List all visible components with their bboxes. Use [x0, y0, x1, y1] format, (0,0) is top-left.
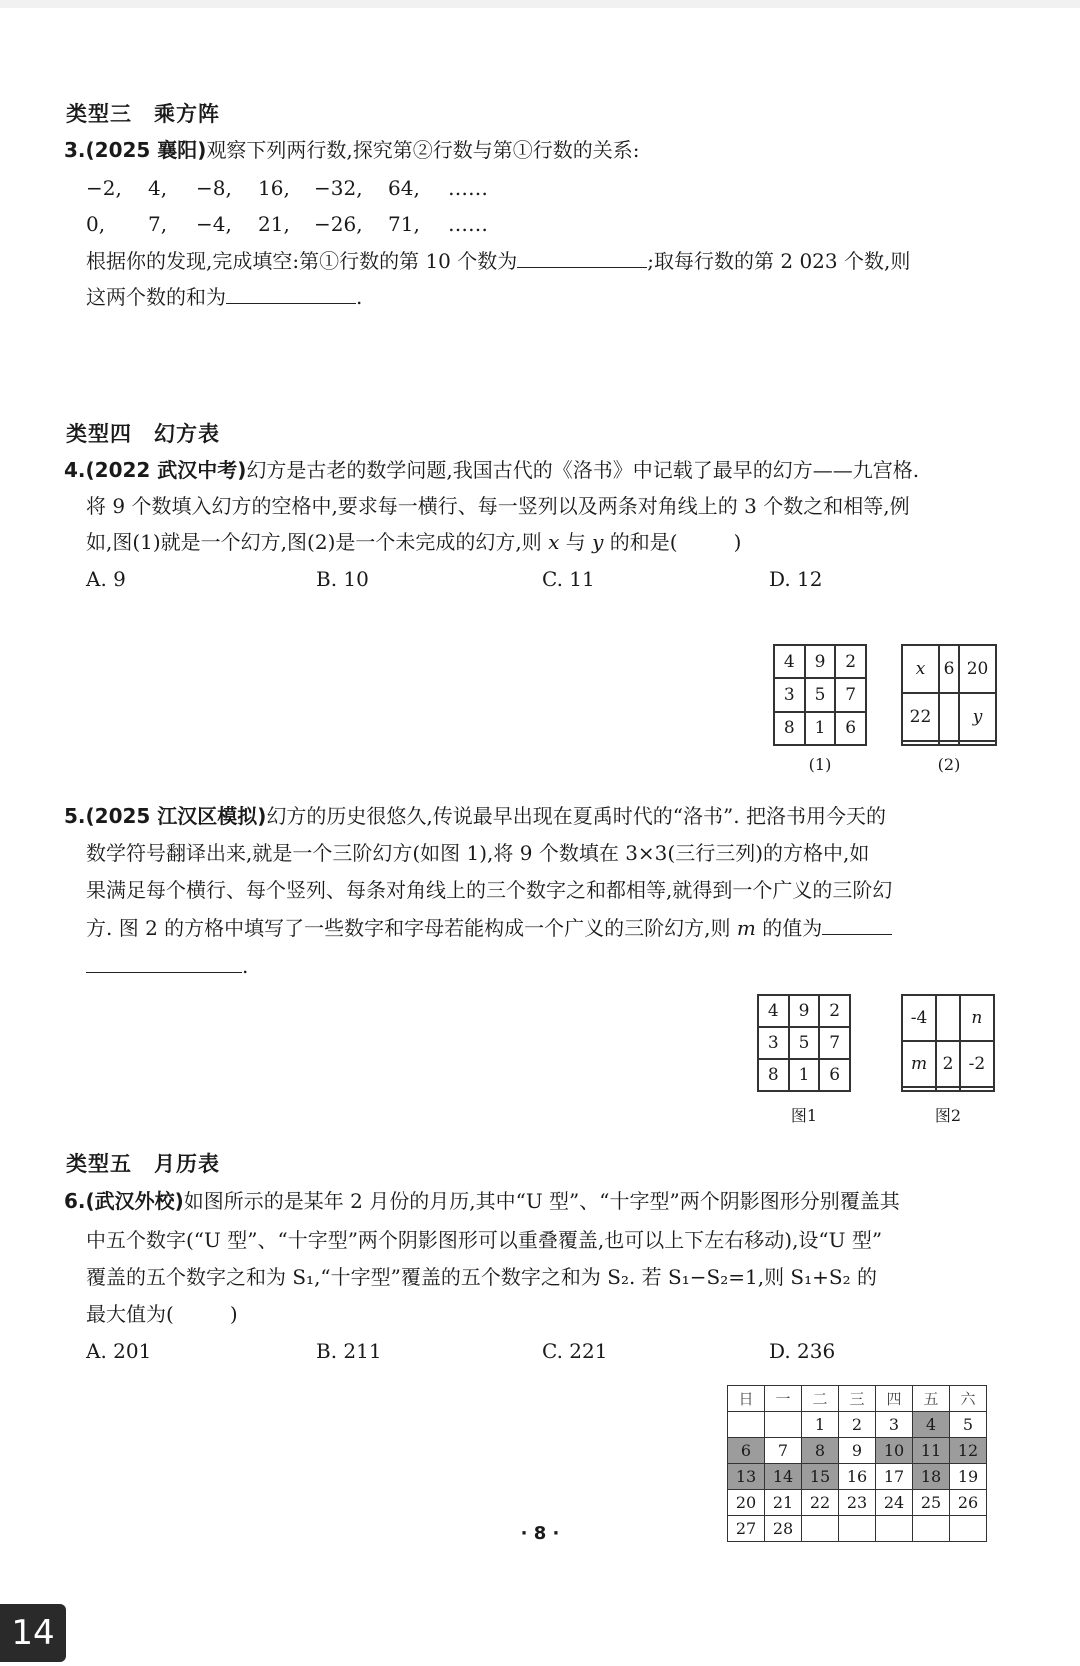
q4-option-b[interactable]: B. 10: [316, 567, 369, 591]
grid-cell: -2: [960, 1041, 994, 1087]
february-calendar: [727, 1385, 987, 1542]
figure-caption-1: (1): [808, 755, 832, 774]
q4-line1: [64, 458, 919, 482]
grid-cell: 6: [835, 712, 866, 745]
sequence-number: ……: [448, 212, 488, 236]
q3-line4: 这两个数的和为 .: [86, 285, 363, 309]
section-title-type3: [66, 98, 220, 128]
grid-cell: 8: [774, 712, 805, 745]
section-label: 类型四: [66, 422, 132, 446]
question-source: (武汉外校): [85, 1189, 184, 1213]
grid-cell: n: [960, 995, 994, 1041]
calendar-day-cell: 17: [876, 1464, 913, 1490]
grid-cell: 8: [758, 1059, 789, 1091]
section-name: 乘方阵: [154, 102, 220, 126]
calendar-day-cell: [728, 1412, 765, 1438]
calendar-weekday-header: 日: [728, 1386, 765, 1412]
calendar-weekday-header: 二: [802, 1386, 839, 1412]
grid-cell: [902, 741, 939, 745]
q6-line3: 覆盖的五个数字之和为 S₁,“十字型”覆盖的五个数字之和为 S₂. 若 S₁−S₂=1,则 S₁+S₂ 的: [86, 1265, 877, 1289]
figure-caption-1: 图1: [790, 1106, 818, 1125]
calendar-weekday-header: 五: [913, 1386, 950, 1412]
question-text: 观察下列两行数,探究第②行数与第①行数的关系:: [206, 138, 640, 162]
calendar-day-cell: 21: [765, 1490, 802, 1516]
calendar-day-cell: [765, 1412, 802, 1438]
q4-option-a[interactable]: A. 9: [86, 567, 126, 591]
grid-cell: 4: [758, 995, 789, 1027]
calendar-day-cell: 12: [950, 1438, 987, 1464]
section-label: 类型三: [66, 102, 132, 126]
grid-cell: y: [959, 693, 996, 741]
q4-line3: 如,图(1)就是一个幻方,图(2)是一个未完成的幻方,则 x 与 y 的和是( ): [86, 530, 742, 554]
calendar-day-cell: 2: [839, 1412, 876, 1438]
calendar-day-cell: 28: [765, 1516, 802, 1542]
grid-cell: 4: [774, 645, 805, 678]
q6-option-b[interactable]: B. 211: [316, 1339, 382, 1363]
sequence-number: 0,: [86, 212, 106, 236]
page-badge: 14: [0, 1604, 66, 1662]
q5-line4: 方. 图 2 的方格中填写了一些数字和字母若能构成一个广义的三阶幻方,则 m 的值为: [86, 916, 892, 940]
question-source: (2025 襄阳): [85, 138, 207, 162]
answer-blank[interactable]: [517, 249, 647, 268]
section-title-type5: [66, 1148, 220, 1178]
question-source: (2022 武汉中考): [85, 458, 247, 482]
calendar-day-cell: 3: [876, 1412, 913, 1438]
sequence-number: 16,: [258, 176, 290, 200]
calendar-weekday-header: 三: [839, 1386, 876, 1412]
figure-caption-2: 图2: [934, 1106, 962, 1125]
calendar-weekday-header: 四: [876, 1386, 913, 1412]
grid-cell: [902, 1087, 936, 1091]
q5-magic-square-2: [901, 994, 995, 1092]
grid-cell: 9: [789, 995, 820, 1027]
q4-magic-square-1: [773, 644, 867, 746]
grid-cell: [939, 693, 959, 741]
answer-blank-continued[interactable]: [86, 954, 242, 973]
sequence-number: −26,: [314, 212, 363, 236]
calendar-day-cell: 20: [728, 1490, 765, 1516]
grid-cell: 1: [789, 1059, 820, 1091]
top-edge: [0, 0, 1080, 8]
grid-cell: [936, 1087, 960, 1091]
question-text: 幻方是古老的数学问题,我国古代的《洛书》中记载了最早的幻方——九宫格.: [246, 458, 920, 482]
question-number: 3.: [64, 138, 86, 162]
question-number: 4.: [64, 458, 86, 482]
q5-line5: .: [86, 954, 248, 978]
q5-magic-square-1: [757, 994, 851, 1092]
sequence-number: −4,: [196, 212, 232, 236]
q4-option-c[interactable]: C. 11: [542, 567, 595, 591]
calendar-day-cell: 1: [802, 1412, 839, 1438]
grid-cell: 9: [805, 645, 836, 678]
q4-line2: 将 9 个数填入幻方的空格中,要求每一横行、每一竖列以及两条对角线上的 3 个数之和相等,例: [86, 494, 910, 518]
section-title-type4: [66, 418, 220, 448]
sequence-number: 71,: [388, 212, 420, 236]
figure-caption-2: (2): [937, 755, 961, 774]
grid-cell: 7: [835, 678, 866, 711]
q5-line3: 果满足每个横行、每个竖列、每条对角线上的三个数字之和都相等,就得到一个广义的三阶幻: [86, 878, 893, 902]
calendar-day-cell: 11: [913, 1438, 950, 1464]
q5-line2: 数学符号翻译出来,就是一个三阶幻方(如图 1),将 9 个数填在 3×3(三行三列)的方格中,如: [86, 841, 870, 865]
sequence-number: 21,: [258, 212, 290, 236]
q3-number-row-1: [86, 176, 508, 200]
calendar-day-cell: 8: [802, 1438, 839, 1464]
sequence-number: 64,: [388, 176, 420, 200]
q6-line1: [64, 1189, 900, 1213]
calendar-day-cell: 25: [913, 1490, 950, 1516]
calendar-day-cell: 26: [950, 1490, 987, 1516]
grid-cell: [960, 1087, 994, 1091]
grid-cell: x: [902, 645, 939, 693]
q6-line4: 最大值为( ): [86, 1302, 238, 1326]
calendar-day-cell: 5: [950, 1412, 987, 1438]
grid-cell: 2: [936, 1041, 960, 1087]
q5-line1: [64, 804, 886, 828]
sequence-number: −8,: [196, 176, 232, 200]
grid-cell: 2: [819, 995, 850, 1027]
calendar-day-cell: 14: [765, 1464, 802, 1490]
section-name: 月历表: [154, 1152, 220, 1176]
sequence-number: 4,: [148, 176, 168, 200]
question-text: 如图所示的是某年 2 月份的月历,其中“U 型”、“十字型”两个阴影图形分别覆盖其: [183, 1189, 900, 1213]
question-text: 幻方的历史很悠久,传说最早出现在夏禹时代的“洛书”. 把洛书用今天的: [266, 804, 886, 828]
q6-option-a[interactable]: A. 201: [86, 1339, 152, 1363]
calendar-day-cell: 4: [913, 1412, 950, 1438]
calendar-day-cell: 10: [876, 1438, 913, 1464]
calendar-day-cell: 19: [950, 1464, 987, 1490]
calendar-day-cell: 23: [839, 1490, 876, 1516]
grid-cell: [936, 995, 960, 1041]
calendar-day-cell: 7: [765, 1438, 802, 1464]
page-number: · 8 ·: [520, 1523, 560, 1544]
calendar-day-cell: 18: [913, 1464, 950, 1490]
answer-blank[interactable]: [822, 916, 892, 935]
sequence-number: ……: [448, 176, 488, 200]
grid-cell: 7: [819, 1027, 850, 1059]
sequence-number: −2,: [86, 176, 122, 200]
calendar-day-cell: 9: [839, 1438, 876, 1464]
calendar-day-cell: 24: [876, 1490, 913, 1516]
q6-option-d[interactable]: D. 236: [769, 1339, 836, 1363]
q3-number-row-2: [86, 212, 508, 236]
question-source: (2025 江汉区模拟): [85, 804, 267, 828]
calendar-weekday-header: 一: [765, 1386, 802, 1412]
grid-cell: 5: [789, 1027, 820, 1059]
grid-cell: -4: [902, 995, 936, 1041]
q6-line2: 中五个数字(“U 型”、“十字型”两个阴影图形可以重叠覆盖,也可以上下左右移动),设“U 型”: [86, 1228, 883, 1252]
grid-cell: 1: [805, 712, 836, 745]
question-number: 5.: [64, 804, 86, 828]
calendar-weekday-header: 六: [950, 1386, 987, 1412]
calendar-day-cell: 15: [802, 1464, 839, 1490]
grid-cell: 5: [805, 678, 836, 711]
grid-cell: m: [902, 1041, 936, 1087]
question-number: 6.: [64, 1189, 86, 1213]
grid-cell: 22: [902, 693, 939, 741]
q3-stem: [64, 138, 640, 162]
grid-cell: 3: [774, 678, 805, 711]
calendar-day-cell: 22: [802, 1490, 839, 1516]
grid-cell: 2: [835, 645, 866, 678]
calendar-day-cell: 16: [839, 1464, 876, 1490]
q4-option-d[interactable]: D. 12: [769, 567, 823, 591]
q4-magic-square-2: [901, 644, 997, 746]
grid-cell: 6: [939, 645, 959, 693]
grid-cell: 6: [819, 1059, 850, 1091]
grid-cell: [959, 741, 996, 745]
sequence-number: −32,: [314, 176, 363, 200]
grid-cell: 20: [959, 645, 996, 693]
calendar-day-cell: 6: [728, 1438, 765, 1464]
q6-option-c[interactable]: C. 221: [542, 1339, 608, 1363]
calendar-day-cell: 13: [728, 1464, 765, 1490]
section-name: 幻方表: [154, 422, 220, 446]
q3-line3: 根据你的发现,完成填空:第①行数的第 10 个数为 ;取每行数的第 2 023 个数,则: [86, 249, 911, 273]
answer-blank[interactable]: [226, 285, 356, 304]
grid-cell: 3: [758, 1027, 789, 1059]
sequence-number: 7,: [148, 212, 168, 236]
section-label: 类型五: [66, 1152, 132, 1176]
calendar-day-cell: 27: [728, 1516, 765, 1542]
grid-cell: [939, 741, 959, 745]
